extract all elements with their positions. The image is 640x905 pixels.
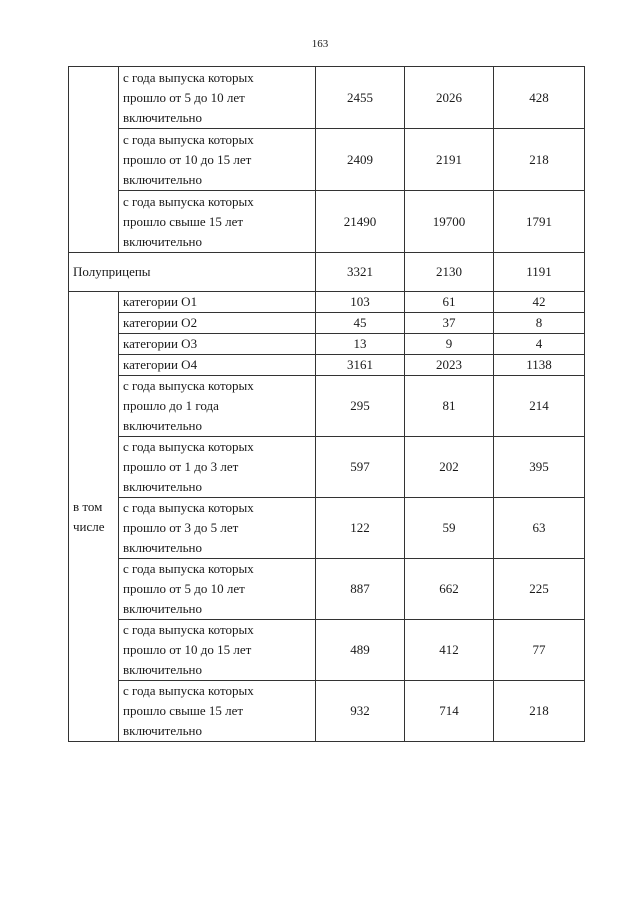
row-description: с года выпуска которых прошло от 3 до 5 лет включительно [119,498,316,559]
value-cell: 8 [494,313,585,334]
value-cell: 714 [405,681,494,742]
value-cell: 428 [494,67,585,129]
value-cell: 412 [405,620,494,681]
value-cell: 1791 [494,191,585,253]
row-description: с года выпуска которых прошло от 10 до 15 лет включительно [119,620,316,681]
row-description: категории О1 [119,292,316,313]
value-cell: 218 [494,681,585,742]
value-cell: 932 [316,681,405,742]
value-cell: 63 [494,498,585,559]
section-title: Полуприцепы [69,253,316,292]
row-description: с года выпуска которых прошло от 10 до 15 лет включительно [119,129,316,191]
value-cell: 37 [405,313,494,334]
table-row [69,498,585,559]
table-row [69,355,585,376]
value-cell: 19700 [405,191,494,253]
value-cell: 887 [316,559,405,620]
table-row [69,334,585,355]
table-row [69,437,585,498]
row-description: с года выпуска которых прошло до 1 года включительно [119,376,316,437]
value-cell: 218 [494,129,585,191]
value-cell: 3321 [316,253,405,292]
value-cell: 295 [316,376,405,437]
value-cell: 42 [494,292,585,313]
value-cell: 2455 [316,67,405,129]
section-row-semitrailers [69,253,585,292]
row-group-lead [69,67,119,253]
value-cell: 1138 [494,355,585,376]
table-row [69,129,585,191]
row-description: категории О4 [119,355,316,376]
value-cell: 59 [405,498,494,559]
value-cell: 202 [405,437,494,498]
value-cell: 122 [316,498,405,559]
value-cell: 103 [316,292,405,313]
value-cell: 225 [494,559,585,620]
value-cell: 2409 [316,129,405,191]
value-cell: 1191 [494,253,585,292]
value-cell: 214 [494,376,585,437]
including-label: в том числе [69,292,119,742]
value-cell: 61 [405,292,494,313]
row-description: категории О2 [119,313,316,334]
value-cell: 21490 [316,191,405,253]
row-description: с года выпуска которых прошло от 1 до 3 лет включительно [119,437,316,498]
value-cell: 662 [405,559,494,620]
statistics-table [68,66,585,742]
value-cell: 597 [316,437,405,498]
value-cell: 4 [494,334,585,355]
table-row [69,681,585,742]
table-row [69,292,585,313]
table-row [69,376,585,437]
value-cell: 9 [405,334,494,355]
page-number: 163 [311,38,329,50]
value-cell: 395 [494,437,585,498]
table-row [69,191,585,253]
value-cell: 3161 [316,355,405,376]
row-description: категории О3 [119,334,316,355]
value-cell: 2026 [405,67,494,129]
value-cell: 2191 [405,129,494,191]
value-cell: 2130 [405,253,494,292]
value-cell: 2023 [405,355,494,376]
row-description: с года выпуска которых прошло свыше 15 лет включительно [119,681,316,742]
row-description: с года выпуска которых прошло свыше 15 лет включительно [119,191,316,253]
table-row [69,620,585,681]
value-cell: 489 [316,620,405,681]
table-row [69,559,585,620]
row-description: с года выпуска которых прошло от 5 до 10 лет включительно [119,67,316,129]
value-cell: 81 [405,376,494,437]
table-row [69,67,585,129]
value-cell: 45 [316,313,405,334]
row-description: с года выпуска которых прошло от 5 до 10 лет включительно [119,559,316,620]
table-row [69,313,585,334]
value-cell: 77 [494,620,585,681]
value-cell: 13 [316,334,405,355]
